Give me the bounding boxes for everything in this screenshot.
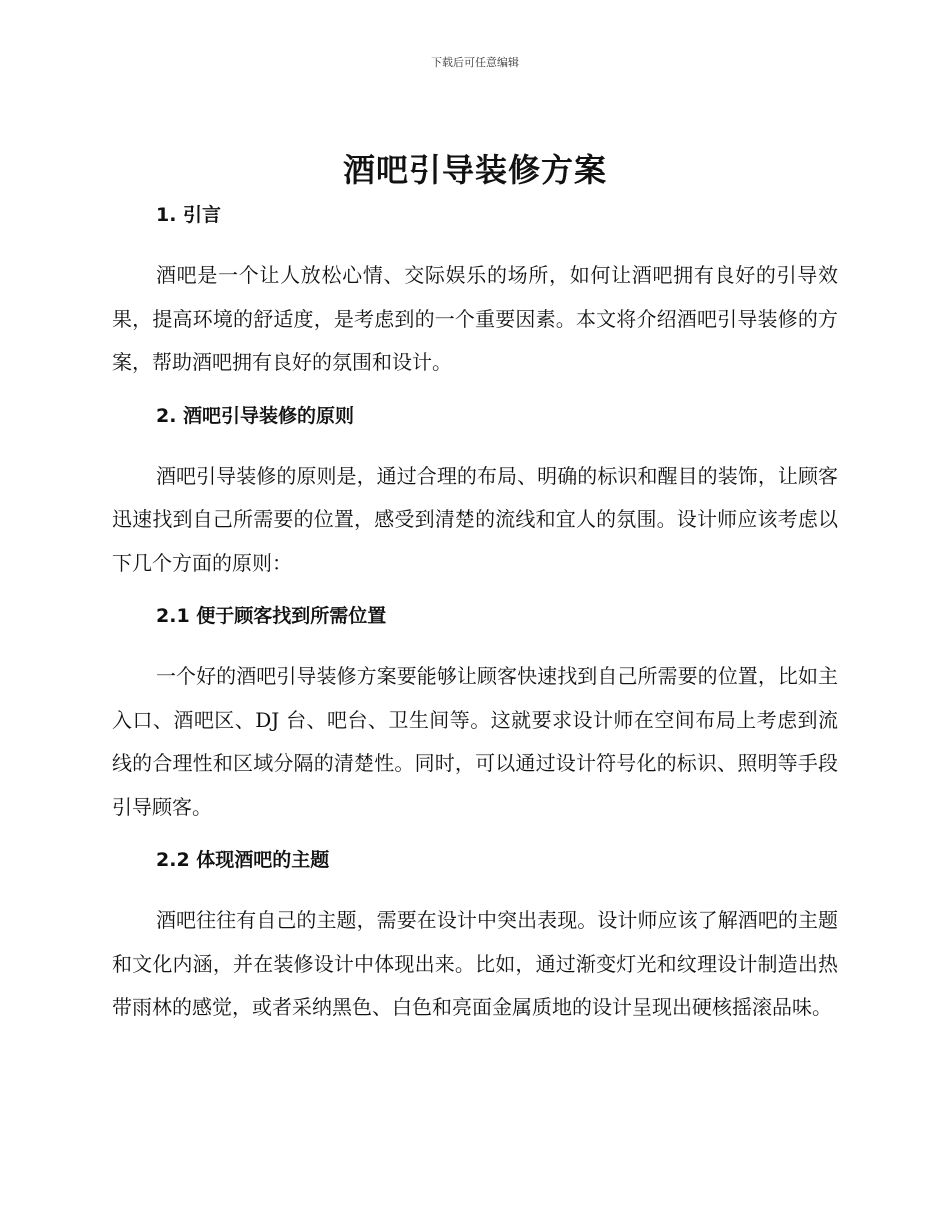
page-header-note: 下载后可任意编辑 [431,56,519,69]
section-heading-principles: 2. 酒吧引导装修的原则 [156,404,355,427]
document-title: 酒吧引导装修方案 [342,151,607,189]
section-paragraph-find-position: 一个好的酒吧引导装修方案要能够让顾客快速找到自己所需要的位置，比如主入口、酒吧区、DJ 台、吧台、卫生间等。这就要求设计师在空间布局上考虑到流线的合理性和区域分隔的清楚性。同时，可以通过设计符号化的标识、照明等手段引导顾客。 [112,664,838,819]
section-heading-introduction: 1. 引言 [156,204,222,226]
section-heading-find-position: 2.1 便于顾客找到所需位置 [156,605,387,627]
document-body [112,148,838,1048]
section-paragraph-theme: 酒吧往往有自己的主题，需要在设计中突出表现。设计师应该了解酒吧的主题和文化内涵，并在装修设计中体现出来。比如，通过渐变灯光和纹理设计制造出热带雨林的感觉，或者采纳黑色、白色和亮面金属质地的设计呈现出硬核摇滚品味。 [112,908,838,1019]
section-paragraph-principles: 酒吧引导装修的原则是，通过合理的布局、明确的标识和醒目的装饰，让顾客迅速找到自己所需要的位置，感受到清楚的流线和宜人的氛围。设计师应该考虑以下几个方面的原则： [112,463,838,575]
section-heading-theme: 2.2 体现酒吧的主题 [156,849,330,871]
section-paragraph-introduction: 酒吧是一个让人放松心情、交际娱乐的场所，如何让酒吧拥有良好的引导效果，提高环境的舒适度，是考虑到的一个重要因素。本文将介绍酒吧引导装修的方案，帮助酒吧拥有良好的氛围和设计。 [112,263,838,374]
